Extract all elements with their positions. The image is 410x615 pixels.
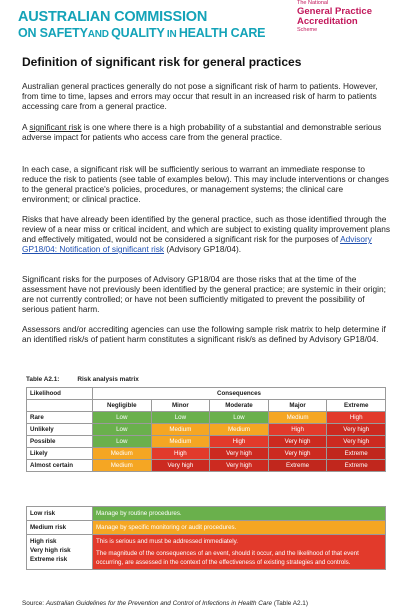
advisory-link[interactable]: Advisory GP18/04: Notification of significant risk	[22, 234, 372, 254]
risk-cell: Low	[93, 436, 152, 448]
org-name-line2: ON SAFETYAND QUALITY IN HEALTH CARE	[18, 26, 266, 40]
risk-cell: Low	[93, 412, 152, 424]
risk-cell: High	[327, 412, 386, 424]
risk-cell: High	[268, 424, 327, 436]
risk-cell: Very high	[151, 460, 210, 472]
risk-cell: Very high	[327, 436, 386, 448]
table-caption: Table A2.1: Risk analysis matrix	[26, 376, 139, 383]
risk-cell: Low	[151, 412, 210, 424]
risk-cell: Low	[93, 424, 152, 436]
row-label: Almost certain	[27, 460, 93, 472]
org-name-line1: AUSTRALIAN COMMISSION	[18, 9, 208, 25]
paragraph-6: Assessors and/or accrediting agencies can use the following sample risk matrix to help determine if an identified risk/s of patient harm constitutes a significant risk/s as defined by Advisory GP18/04.	[22, 324, 386, 344]
page-title: Definition of significant risk for general practices	[22, 55, 302, 69]
table-row	[27, 436, 386, 448]
risk-cell: Very high	[210, 448, 269, 460]
source-citation: Source: Australian Guidelines for the Prevention and Control of Infections in Health Care (Table A2.1)	[22, 600, 308, 607]
risk-cell: Very high	[268, 436, 327, 448]
paragraph-5: Significant risks for the purposes of Advisory GP18/04 are those risks that at the time of the assessment have not previously been identified by the general practice; are systemic in their origin; are not currently controlled; or have not been sufficiently mitigated to prevent the possibility of serious patient harm.	[22, 274, 386, 314]
row-label: Possible	[27, 436, 93, 448]
risk-cell: Medium	[151, 436, 210, 448]
risk-cell: Very high	[210, 460, 269, 472]
risk-cell: High	[151, 448, 210, 460]
likelihood-header: Likelihood	[27, 388, 93, 400]
column-header: Moderate	[210, 400, 269, 412]
risk-cell: Medium	[151, 424, 210, 436]
gp-accreditation-logo: The National General Practice Accreditation Scheme	[297, 0, 372, 33]
table-row	[27, 412, 386, 424]
column-header-row	[27, 400, 386, 412]
risk-cell: Medium	[268, 412, 327, 424]
risk-cell: Extreme	[268, 460, 327, 472]
legend-high-desc: This is serious and must be addressed immediately. The magnitude of the consequences of an event, should it occur, and the likelihood of that event occurring, are assessed in the context of the effectiveness of existing strategies and controls.	[93, 535, 386, 570]
risk-cell: Medium	[93, 448, 152, 460]
row-label: Rare	[27, 412, 93, 424]
column-header: Major	[268, 400, 327, 412]
row-label: Likely	[27, 448, 93, 460]
risk-legend-table	[26, 506, 386, 570]
table-row	[27, 448, 386, 460]
table-row	[27, 424, 386, 436]
risk-cell: Low	[210, 412, 269, 424]
risk-cell: Medium	[210, 424, 269, 436]
risk-cell: Extreme	[327, 460, 386, 472]
column-header: Extreme	[327, 400, 386, 412]
risk-cell: Very high	[268, 448, 327, 460]
risk-cell: Extreme	[327, 448, 386, 460]
risk-cell: High	[210, 436, 269, 448]
legend-medium-label: Medium risk	[27, 521, 93, 535]
legend-low-desc: Manage by routine procedures.	[93, 507, 386, 521]
paragraph-4: Risks that have already been identified by the general practice, such as those identified through the review of a near miss or critical incident, and which are subject to existing quality improvement plans and effectively mitigated, would not be considered a significant risk for the purposes of Advisory GP18/04: Notification of significant risk (Advisory GP18/04).	[22, 214, 390, 254]
legend-low-label: Low risk	[27, 507, 93, 521]
legend-high-labels: High risk Very high risk Extreme risk	[27, 535, 93, 570]
risk-cell: Medium	[93, 460, 152, 472]
risk-matrix-table	[26, 387, 386, 472]
risk-cell: Very high	[327, 424, 386, 436]
row-label: Unlikely	[27, 424, 93, 436]
column-header: Negligible	[93, 400, 152, 412]
significant-risk-term: significant risk	[29, 122, 82, 132]
consequences-header: Consequences	[93, 388, 386, 400]
paragraph-2: A significant risk is one where there is a high probability of a substantial and demonstrable serious adverse impact for patients who access care from the general practice.	[22, 122, 382, 142]
paragraph-1: Australian general practices generally do not pose a significant risk of harm to patients. However, from time to time, lapses and errors may occur that result in an increased risk of harm to patients accessing care from a general practice.	[22, 81, 378, 111]
legend-medium-desc: Manage by specific monitoring or audit procedures.	[93, 521, 386, 535]
column-header: Minor	[151, 400, 210, 412]
table-row	[27, 460, 386, 472]
paragraph-3: In each case, a significant risk will be sufficiently serious to warrant an immediate response to reduce the risk to patients (see table of examples below). This may include interventions or changes to the general practice's policies, procedures, or management systems; the clinical care environment; or clinical practice.	[22, 164, 389, 204]
